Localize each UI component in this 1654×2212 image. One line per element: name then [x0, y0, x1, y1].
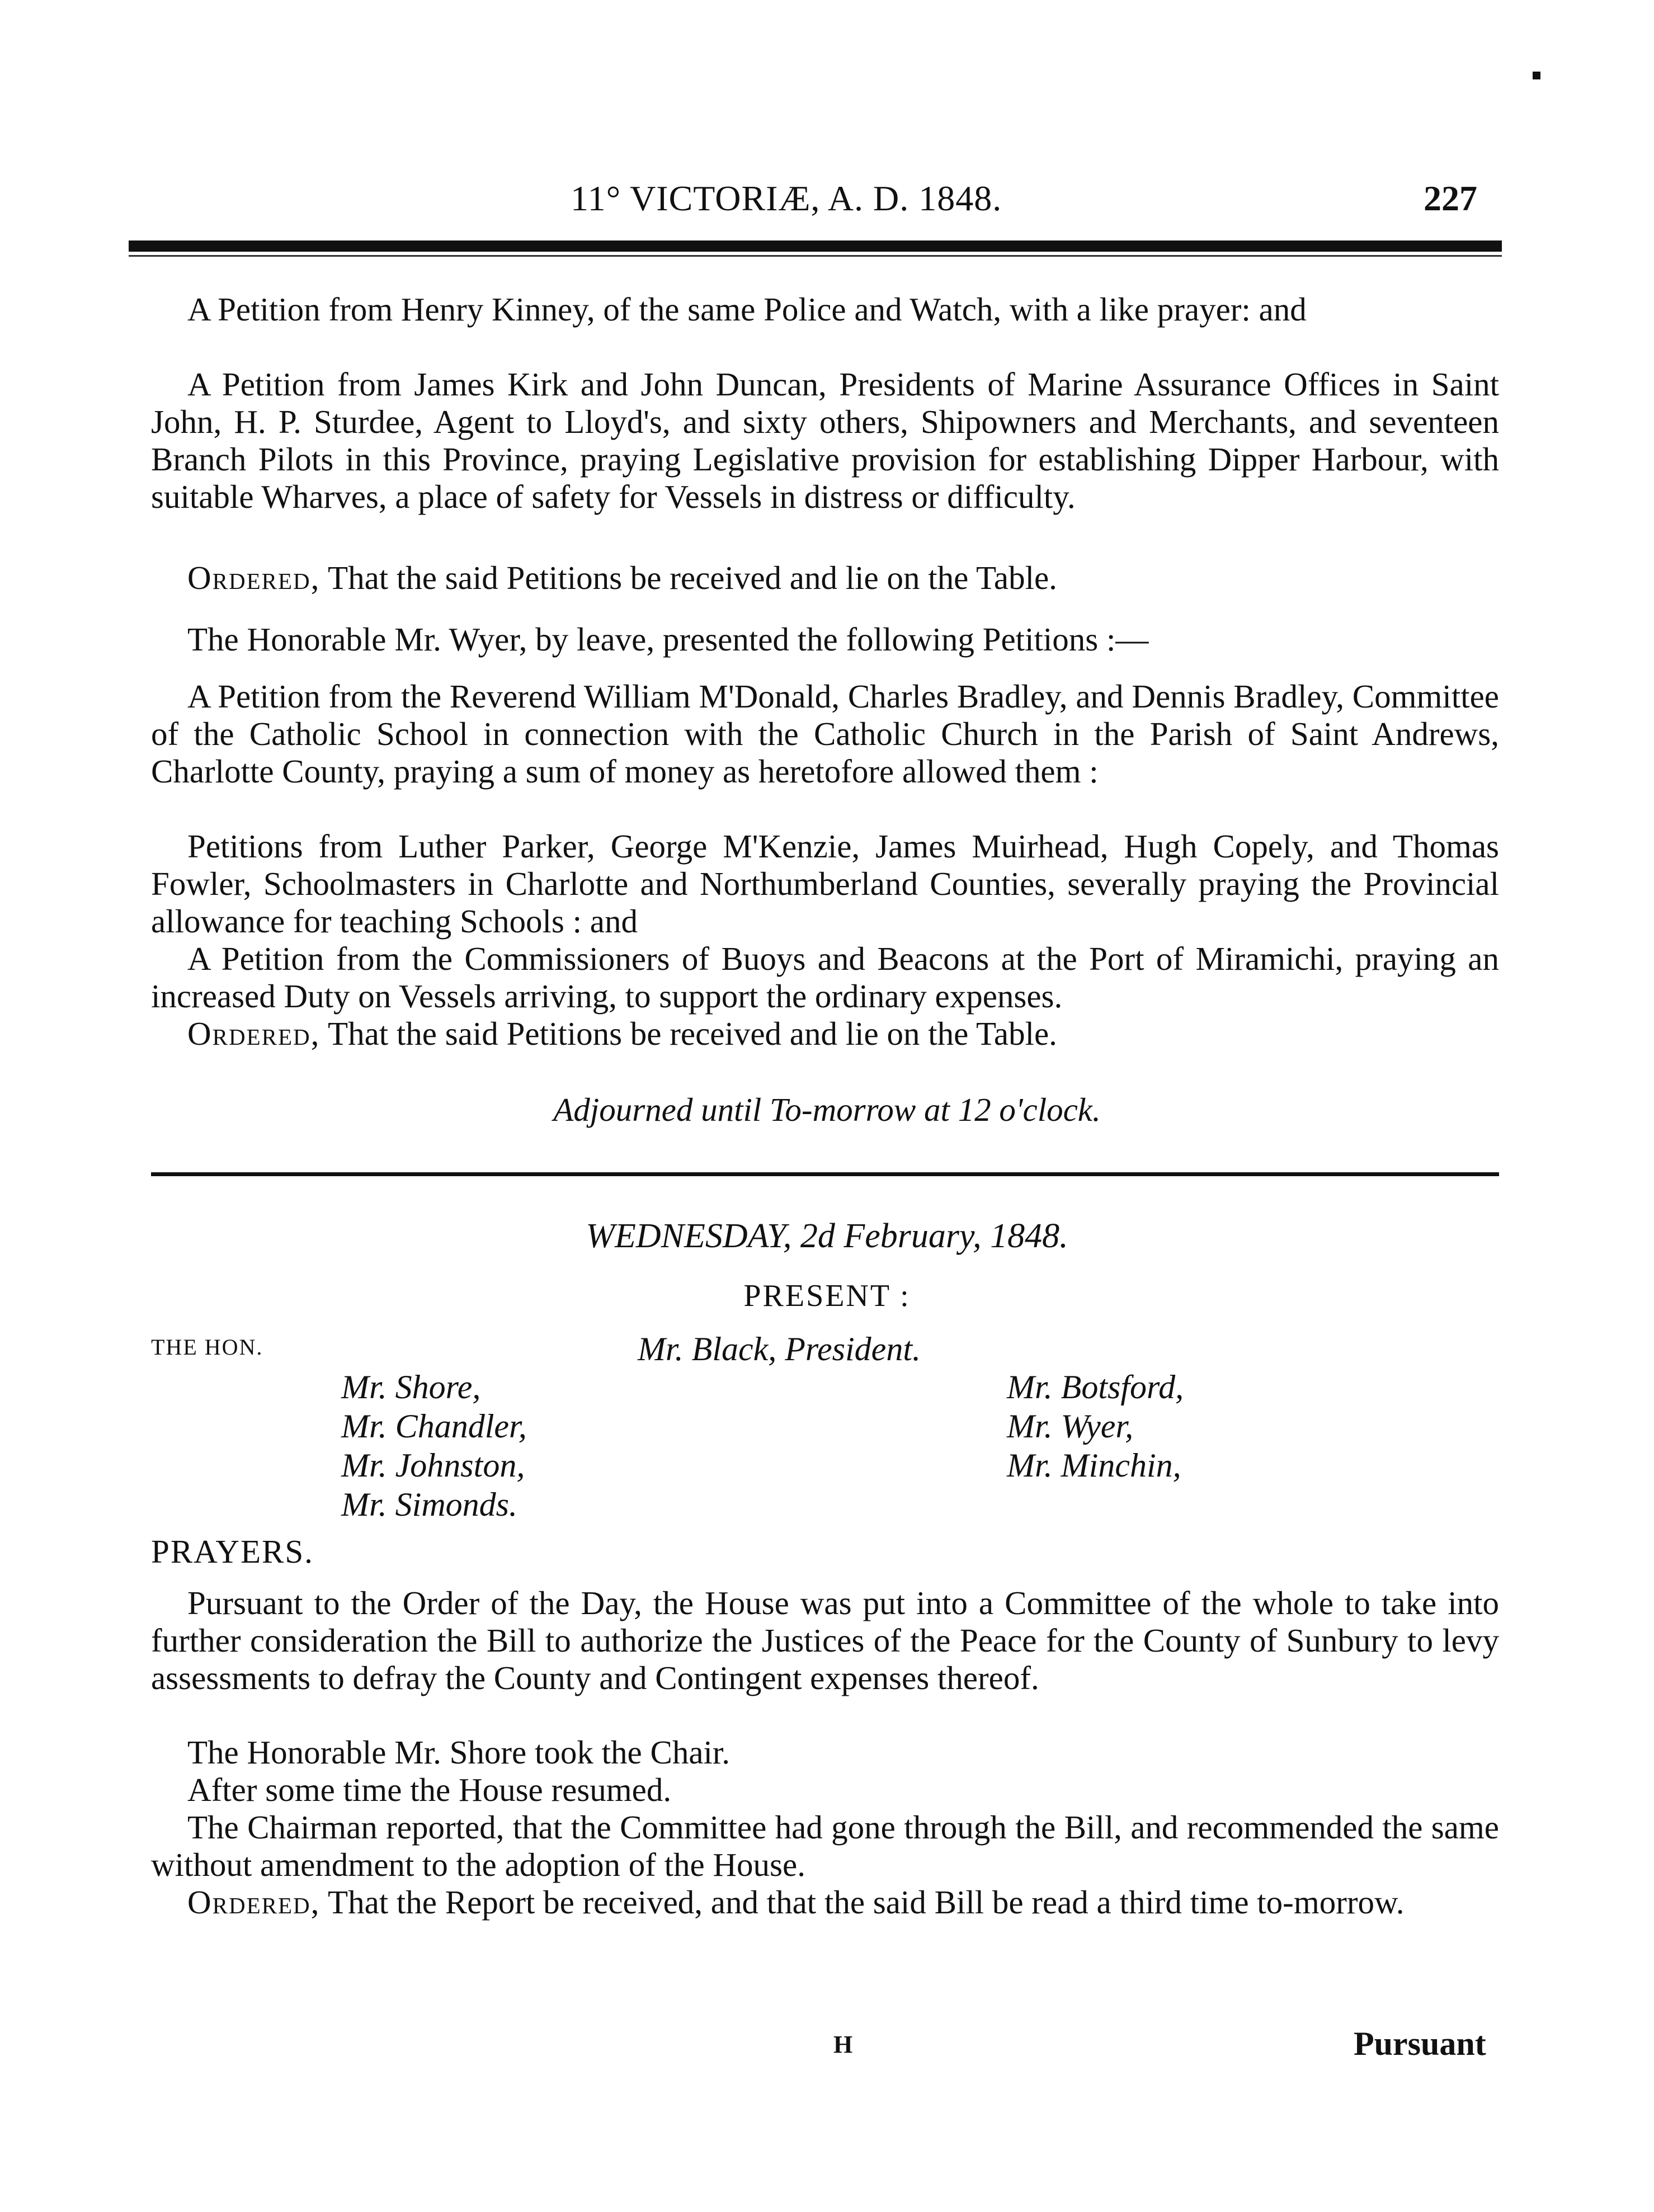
member: Mr. Wyer,: [1007, 1408, 1134, 1445]
member: Mr. Chandler,: [341, 1408, 527, 1445]
present-label: PRESENT :: [743, 1279, 911, 1313]
member: Mr. Shore,: [341, 1369, 481, 1406]
member: Mr. Botsford,: [1007, 1369, 1184, 1406]
president: Mr. Black, President.: [638, 1331, 921, 1367]
adjourned-line: Adjourned until To-morrow at 12 o'clock.: [553, 1091, 1101, 1128]
members-right: [1007, 1367, 1184, 1485]
member: Mr. Johnston,: [341, 1447, 525, 1484]
wyer-intro: The Honorable Mr. Wyer, by leave, presented the following Petitions :—: [187, 621, 1149, 658]
proceedings-chair: The Honorable Mr. Shore took the Chair.: [187, 1734, 731, 1771]
ordered-text: That the Report be received, and that the said Bill be read a third time to-morrow.: [320, 1884, 1405, 1921]
proceedings-committee: Pursuant to the Order of the Day, the House was put into a Committee of the whole to take into further consideration the Bill to authorize the Justices of the Peace for the County of Sunbury to levy assessments to defray the County and Contingent expenses thereof.: [151, 1584, 1499, 1696]
member: Mr. Simonds.: [341, 1486, 518, 1523]
proceedings-resumed: After some time the House resumed.: [187, 1771, 672, 1808]
session-dateline: WEDNESDAY, 2d February, 1848.: [586, 1217, 1068, 1255]
proceedings-report: The Chairman reported, that the Committee had gone through the Bill, and recommended the same without amendment to the adoption of the House.: [151, 1809, 1499, 1883]
members-left: [341, 1367, 527, 1524]
ordered-label: Ordered,: [187, 1015, 321, 1052]
ordered-label: Ordered,: [187, 559, 321, 596]
signature-mark: H: [833, 2031, 853, 2058]
ordered-paragraph-2: [187, 1015, 1499, 1053]
running-title: 11° VICTORIÆ, A. D. 1848.: [571, 178, 1002, 218]
prayers-heading: PRAYERS.: [151, 1533, 314, 1570]
ordered-text: That the said Petitions be received and lie on the Table.: [320, 1015, 1057, 1052]
page-number: 227: [1424, 178, 1477, 218]
member: Mr. Minchin,: [1007, 1447, 1181, 1484]
petition-buoys-beacons: A Petition from the Commissioners of Buoys and Beacons at the Port of Miramichi, praying an increased Duty on Vessels arriving, to support the ordinary expenses.: [151, 940, 1499, 1015]
petition-mdonald: A Petition from the Reverend William M'Donald, Charles Bradley, and Dennis Bradley, Committee of the Catholic School in connection with the Catholic Church in the Parish of Saint Andrews, Charlotte County, praying a sum of money as heretofore allowed them :: [151, 678, 1499, 790]
ordered-text: That the said Petitions be received and lie on the Table.: [320, 559, 1057, 596]
petition-schoolmasters: Petitions from Luther Parker, George M'Kenzie, James Muirhead, Hugh Copely, and Thomas Fowler, Schoolmasters in Charlotte and Northumberland Counties, severally praying the Provincial allowance for teaching Schools : and: [151, 828, 1499, 940]
ordered-label: Ordered,: [187, 1884, 321, 1921]
petition-kinney: A Petition from Henry Kinney, of the same Police and Watch, with a like prayer: and: [187, 291, 1307, 328]
ordered-paragraph-1: [187, 559, 1499, 597]
corner-mark: [1533, 72, 1540, 79]
petition-kirk-duncan: A Petition from James Kirk and John Duncan, Presidents of Marine Assurance Offices in Saint John, H. P. Sturdee, Agent to Lloyd's, and sixty others, Shipowners and Merchants, and seventeen Branch Pilots in this Province, praying Legislative provision for establishing Dipper Harbour, with suitable Wharves, a place of safety for Vessels in distress or difficulty.: [151, 366, 1499, 515]
hon-label: THE HON.: [151, 1334, 263, 1360]
header-rule-thin: [129, 255, 1502, 257]
ordered-paragraph-3: [151, 1884, 1499, 1921]
header-rule: [129, 240, 1502, 252]
catchword: Pursuant: [1354, 2025, 1486, 2062]
section-rule: [151, 1172, 1499, 1176]
